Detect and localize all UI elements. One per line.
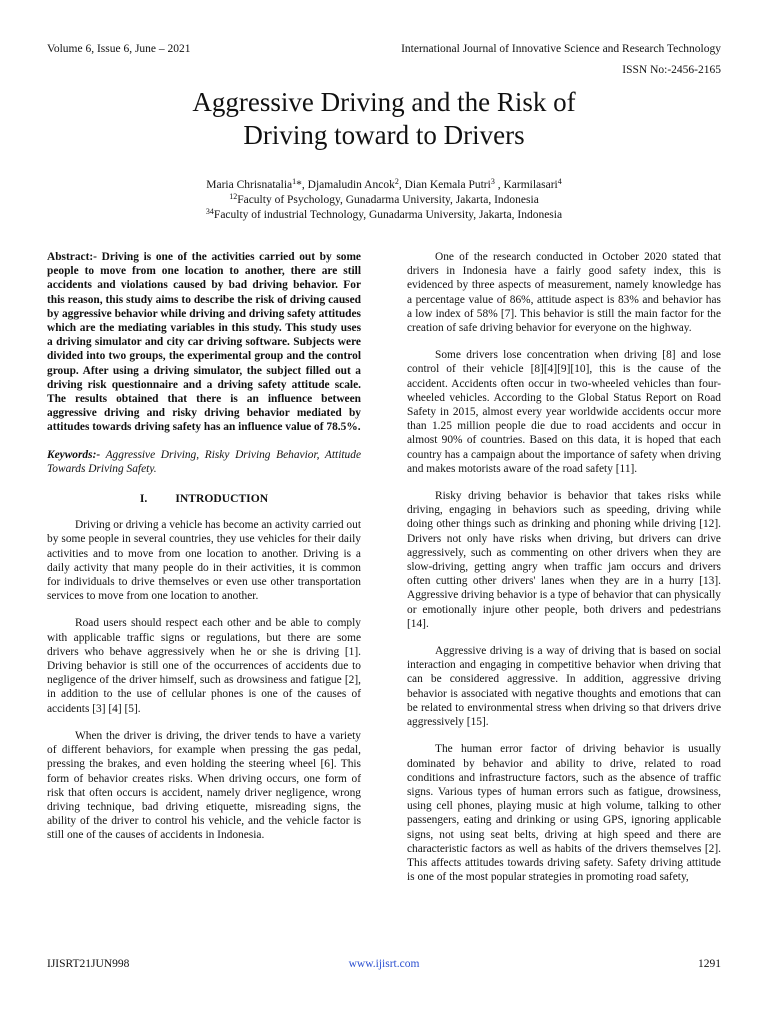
author-sep: ,	[494, 179, 504, 191]
affiliation	[0, 208, 768, 223]
left-column	[47, 250, 361, 856]
body-paragraph: Driving or driving a vehicle has become an activity carried out by some people in several countries, they use vehicles for their daily activities and to move from one location to another. Driving is a daily activity that many people do in their activities, it is common for individuals to drive themselves or even use other transportation services to move from one location to another.	[47, 519, 361, 603]
body-paragraph: Road users should respect each other and be able to comply with applicable traffic signs or regulations, but there are some drivers who behave aggressively when he or she is driving [1]. Driving behavior is still one of the occurrences of accidents due to negligence of the driver himself, such as drowsiness and fatigue [2], in addition to the use of cellular phones is one of the causes of accidents [3] [4] [5].	[47, 617, 361, 715]
body-paragraph: Risky driving behavior is behavior that takes risks while driving, engaging in behaviors such as speeding, driving while doing other things such as drinking and phoning while driving [12]. Drivers not only have risks when driving, but drivers can drive aggressively, such as commenting on other drivers when they are slow-driving, getting angry when traffic jam occurs and drivers often cutting other drivers' lanes when they are in a hurry [13]. Aggressive driving behavior is a type of behavior that can physically or emotionally injure other people, both drivers and pedestrians [14].	[407, 490, 721, 630]
paper-code: IJISRT21JUN998	[47, 958, 130, 970]
keywords-label: Keywords:-	[47, 448, 101, 461]
affiliation	[0, 193, 768, 208]
author-name: Djamaludin Ancok	[307, 179, 395, 191]
affiliation-text: Faculty of Psychology, Gunadarma University, Jakarta, Indonesia	[237, 194, 539, 206]
author-sep: ,	[398, 179, 405, 191]
title-line: Driving toward to Drivers	[243, 120, 525, 150]
paper-title	[0, 86, 768, 152]
author-sup: 2	[394, 177, 399, 186]
section-number: I.	[139, 492, 148, 506]
section-heading	[47, 492, 361, 506]
body-paragraph: Aggressive driving is a way of driving that is based on social interaction and engaging in competitive behavior when driving that can be considered aggressive. In addition, aggressive driving behavior is associated with negative thoughts and emotions that can be related to environmental stress when driving so that drivers drive aggressively [15].	[407, 645, 721, 729]
journal-name: International Journal of Innovative Science and Research Technology	[401, 43, 721, 55]
page-number: 1291	[698, 958, 721, 970]
journal-website-link[interactable]: www.ijisrt.com	[348, 958, 420, 970]
affiliation-sup: 34	[205, 207, 214, 216]
journal-issn: ISSN No:-2456-2165	[622, 64, 721, 76]
body-paragraph: When the driver is driving, the driver tends to have a variety of different behaviors, for example when pressing the gas pedal, pressing the brakes, and even holding the steering wheel [6]. This form of behavior creates risks. When driving occurs, one form of risk that often occurs is accident, namely driver negligence, wrong driving technique, bad driving etiquette, misreading signs, the ability of the driver to control his vehicle, and the vehicle factor is still one of the causes of accidents in Indonesia.	[47, 729, 361, 842]
keywords-text: Aggressive Driving, Risky Driving Behavior, Attitude Towards Driving Safety.	[47, 448, 361, 475]
body-paragraph: Some drivers lose concentration when driving [8] and lose control of their vehicle [8][4][9][10], this is the cause of the accident. Accidents often occur in two-wheeled vehicles than four-wheeled vehicles. According to the Global Status Report on Road Safety in 2015, almost every year worldwide accidents occur more than 1.25 million people die due to road accidents and occur in almost 90% of countries. Based on this data, it is hoped that each country has a campaign about the importance of safety when driving and makes motorists aware of the road safety [11].	[407, 349, 721, 475]
author-sep: *,	[296, 179, 308, 191]
keywords	[47, 448, 361, 476]
author-block	[0, 178, 768, 223]
abstract: Abstract:- Driving is one of the activities carried out by some people to move from one location to another, there are still accidents and violations caused by bad driving behavior. For this reason, this study aims to describe the risk of driving caused by aggressive behavior while driving and driving safety attitudes which are the mediating variables in this study. This study uses a driving simulator and city car driving software. Subjects were divided into two groups, the experimental group and the control group. After using a driving simulator, the subject filled out a driving risk questionnaire and a driving safety attitude scale. The results obtained that there is an influence between aggressive driving and risky driving behavior mediated by attitudes towards driving safety has an influence value of 78.5%.	[47, 251, 361, 434]
affiliation-sup: 12	[229, 192, 238, 201]
author-name: Maria Chrisnatalia	[206, 179, 293, 191]
section-title: INTRODUCTION	[175, 492, 269, 506]
author-sup: 1	[292, 177, 297, 186]
body-paragraph: The human error factor of driving behavior is usually dominated by behavior and ability to drive, related to road conditions and infrastructure factors, such as the absence of traffic signs. Various types of human errors such as fatigue, drowsiness, using cell phones, playing music at high volume, talking to other passengers, eating and drinking or using GPS, ignoring applicable signs, not using seat belts, driving at high speed and there are characteristic factors as well as habits of the drivers themselves [2]. This affects attitudes towards driving safety. Safety driving attitude is one of the most popular strategies in promoting road safety,	[407, 743, 721, 884]
author-name: Dian Kemala Putri	[404, 179, 491, 191]
affiliation-text: Faculty of industrial Technology, Gunadarma University, Jakarta, Indonesia	[213, 209, 563, 221]
journal-volume: Volume 6, Issue 6, June – 2021	[47, 43, 191, 55]
author-list	[0, 178, 768, 193]
body-paragraph: One of the research conducted in October 2020 stated that drivers in Indonesia have a fairly good safety index, this is evidenced by three aspects of measurement, namely knowledge has a percentage value of 86%, attitude aspect is 83% and behavior has a low index of 58% [7]. This behavior is still the main factor for the creation of safe driving behavior for everyone on the highway.	[407, 251, 721, 335]
title-line: Aggressive Driving and the Risk of	[192, 87, 576, 117]
author-name: Karmilasari	[503, 179, 558, 191]
author-sup: 4	[557, 177, 562, 186]
author-sup: 3	[490, 177, 495, 186]
right-column	[407, 250, 721, 897]
